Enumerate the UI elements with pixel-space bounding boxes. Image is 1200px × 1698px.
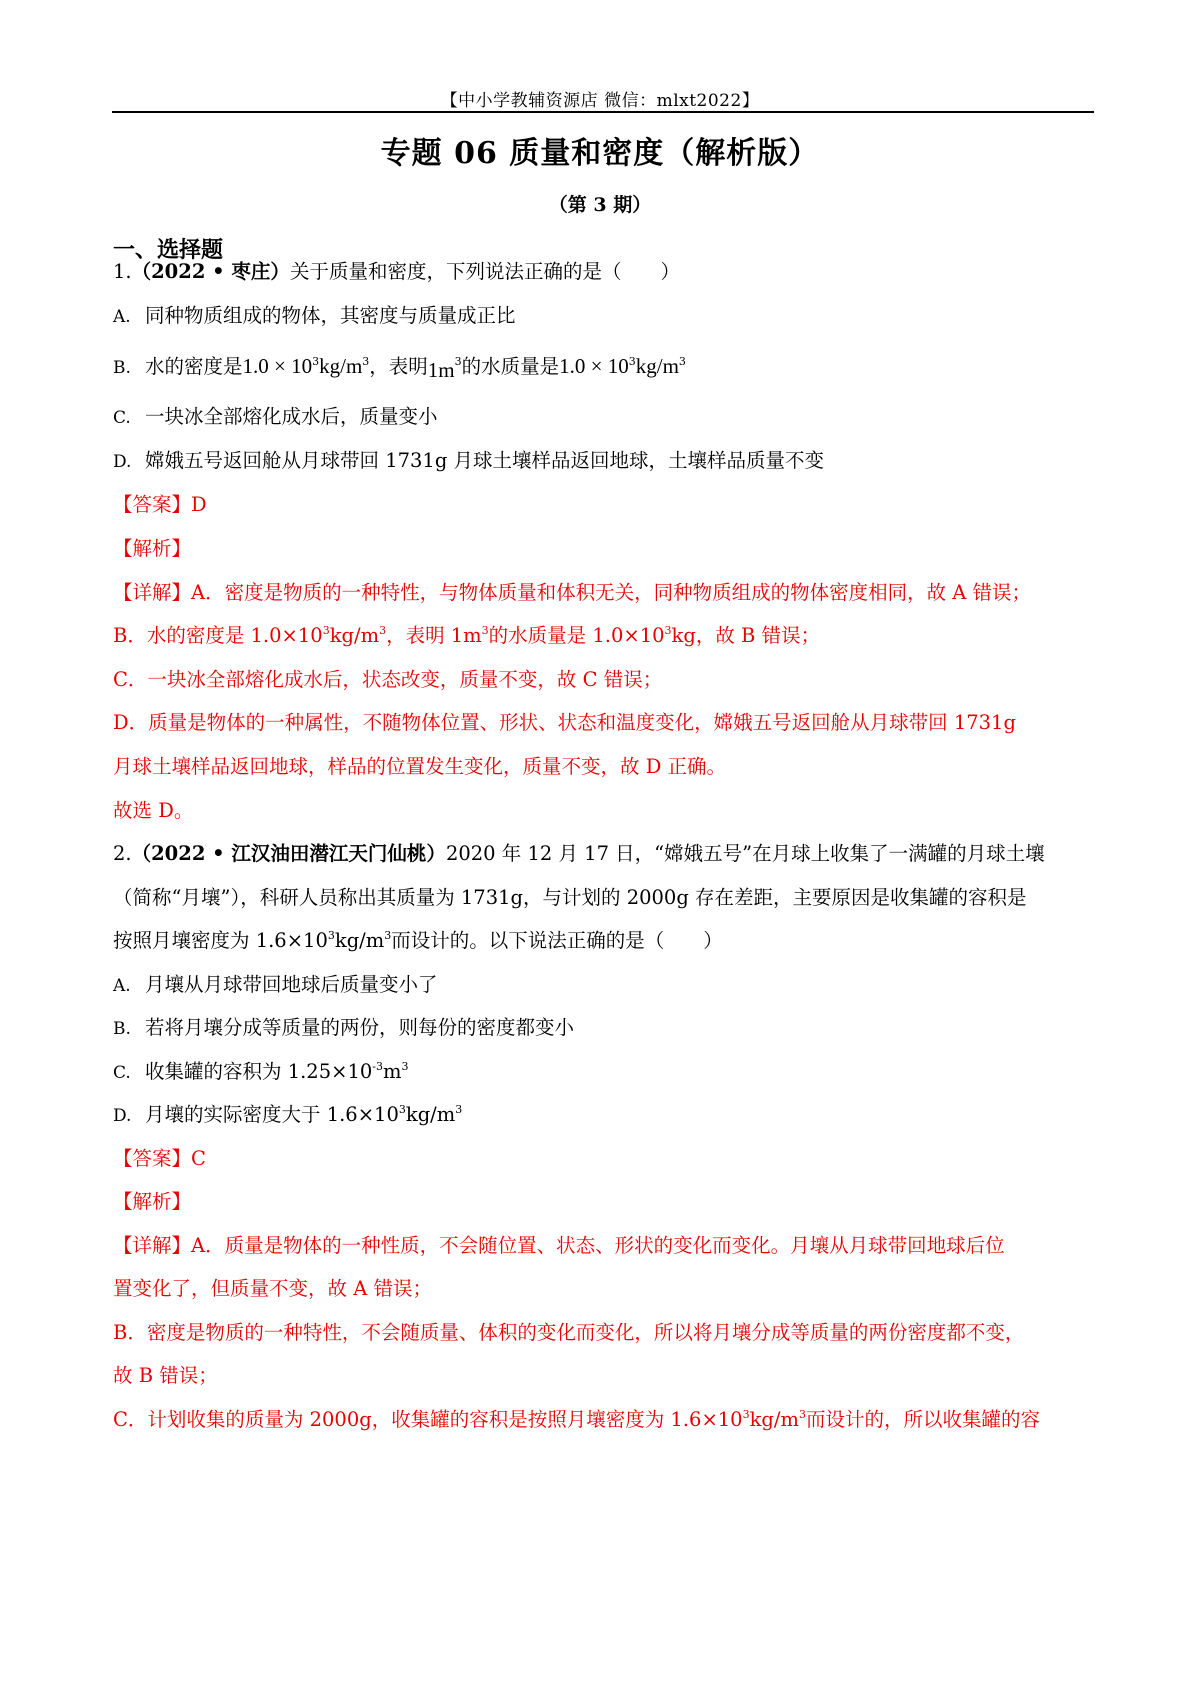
- q1-option-d: D. 嫦娥五号返回舱从月球带回 1731g 月球土壤样品返回地球，土壤样品质量不变: [113, 449, 825, 472]
- header-text: 【中小学教辅资源店 微信：mlxt2022】: [440, 91, 760, 111]
- q2-option-d: D. 月壤的实际密度大于 $1.6\times 10^3kg/m^3$: [113, 1103, 463, 1126]
- q2-answer: 【答案】C: [113, 1147, 206, 1170]
- q1-option-c: C. 一块冰全部熔化成水后，质量变小: [113, 405, 438, 428]
- question-text: 2020 年 12 月 17 日，“嫦娥五号”在月球上收集了一满罐的月球土壤: [445, 842, 1045, 865]
- question-2-stem-line: 按照月壤密度为 $1.6\times 10^3kg/m^3$而设计的。以下说法正确的是（ ）: [113, 929, 723, 952]
- q1-option-a: A. 同种物质组成的物体，其密度与质量成正比: [113, 304, 516, 327]
- question-source: （2022 • 枣庄）: [131, 260, 290, 283]
- q2-detail-line: 【详解】A．质量是物体的一种性质，不会随位置、状态、形状的变化而变化。月壤从月球带回地球后位: [113, 1234, 1005, 1257]
- q1-answer: 【答案】D: [113, 493, 207, 516]
- q2-option-a: A. 月壤从月球带回地球后质量变小了: [113, 973, 438, 996]
- question-2-stem-line: （简称“月壤”），科研人员称出其质量为 1731g，与计划的 2000g 存在差距，主要原因是收集罐的容积是: [113, 886, 1027, 909]
- section-heading: 一、选择题: [113, 237, 224, 263]
- q2-option-b: B. 若将月壤分成等质量的两份，则每份的密度都变小: [113, 1016, 575, 1039]
- q1-option-b: B. 水的密度是$1.0 \times 10^3kg/m^3$，表明$1m^3$的水质量是$1.0 \times 10^3kg/m^3$: [113, 354, 686, 382]
- q2-detail-line: C．计划收集的质量为 2000g，收集罐的容积是按照月壤密度为 $1.6\times 10^3kg/m^3$而设计的，所以收集罐的容: [113, 1408, 1040, 1431]
- q2-option-c: C. 收集罐的容积为 $1.25\times 10^{-3}m^3$: [113, 1060, 409, 1083]
- question-1-stem: [113, 258, 680, 286]
- question-2-stem: [113, 840, 1045, 868]
- page-title: 专题 06 质量和密度（解析版）: [380, 136, 820, 171]
- q1-detail-line: 【详解】A．密度是物质的一种特性，与物体质量和体积无关，同种物质组成的物体密度相同，故 A 错误；: [113, 581, 1032, 604]
- q1-analysis-label: 【解析】: [113, 537, 192, 560]
- q2-detail-line: 置变化了，但质量不变，故 A 错误；: [113, 1277, 432, 1300]
- question-source: （2022 • 江汉油田潜江天门仙桃）: [131, 842, 446, 865]
- q1-detail-line: 月球土壤样品返回地球，样品的位置发生变化，质量不变，故 D 正确。: [113, 755, 727, 778]
- q2-detail-line: B．密度是物质的一种特性，不会随质量、体积的变化而变化，所以将月壤分成等质量的两份密度都不变，: [113, 1321, 1025, 1344]
- q2-detail-line: 故 B 错误；: [113, 1364, 218, 1387]
- question-number: 1.: [113, 260, 132, 283]
- question-text: 关于质量和密度，下列说法正确的是（ ）: [289, 260, 680, 283]
- page-subtitle: （第 3 期）: [548, 194, 652, 216]
- header-divider: [112, 111, 1094, 113]
- question-number: 2.: [113, 842, 132, 865]
- q2-analysis-label: 【解析】: [113, 1190, 192, 1213]
- q1-detail-line: B．水的密度是 $1.0\times 10^3kg/m^3$，表明 $1m^3$的水质量是 $1.0\times 10^3kg$，故 B 错误；: [113, 624, 821, 647]
- q1-conclusion: 故选 D。: [113, 799, 194, 822]
- q1-detail-line: C．一块冰全部熔化成水后，状态改变，质量不变，故 C 错误；: [113, 668, 663, 691]
- q1-detail-line: D．质量是物体的一种属性，不随物体位置、形状、状态和温度变化，嫦娥五号返回舱从月球带回 1731g: [113, 711, 1016, 734]
